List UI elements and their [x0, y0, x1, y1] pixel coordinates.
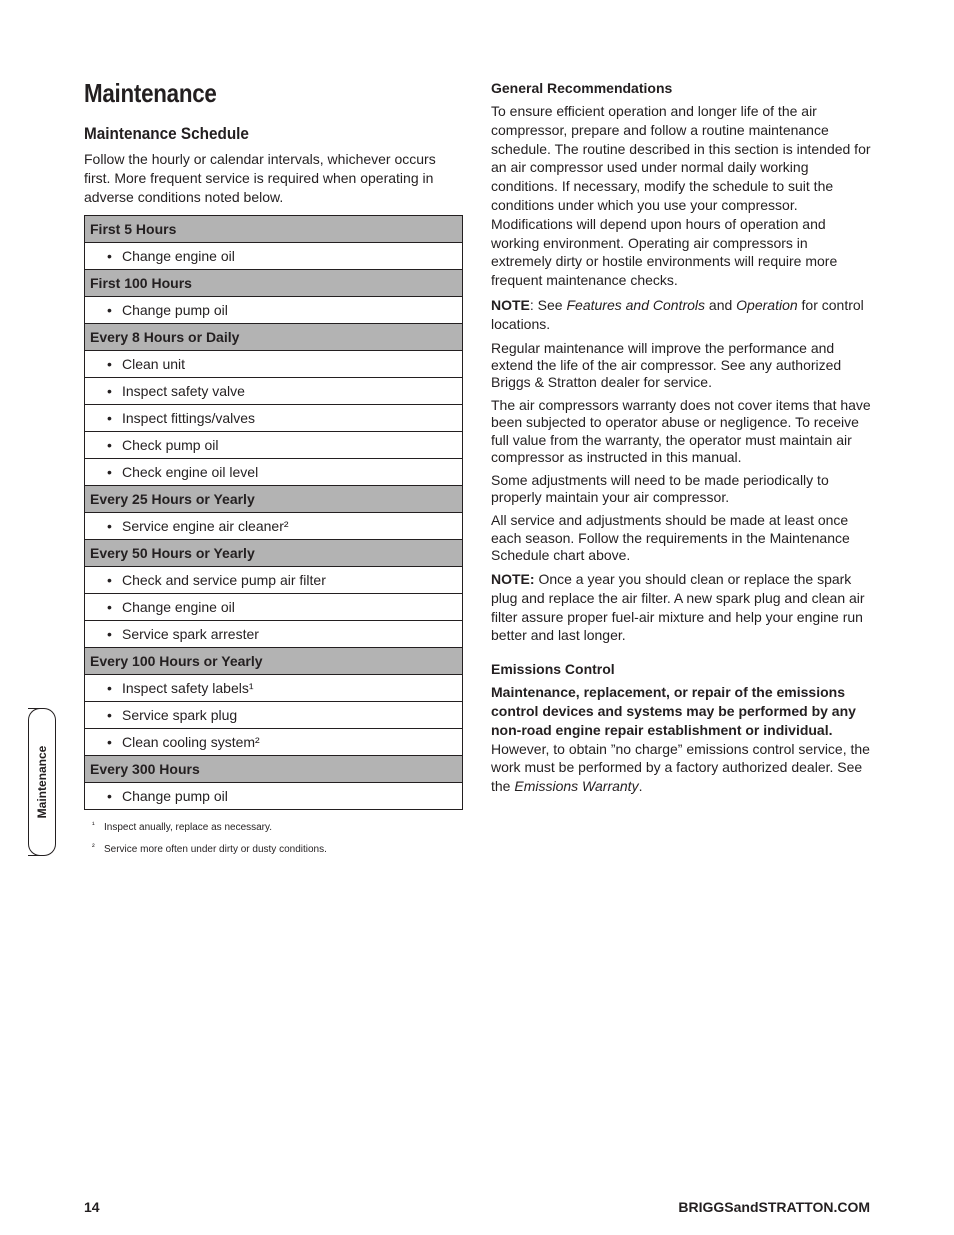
schedule-task-label: Inspect fittings/valves: [122, 410, 256, 426]
bullet-icon: •: [107, 410, 112, 426]
bullet-icon: •: [107, 788, 112, 804]
schedule-task-row: [85, 459, 463, 486]
schedule-task: [85, 405, 463, 432]
schedule-task: [85, 432, 463, 459]
bullet-icon: •: [107, 518, 112, 534]
schedule-task-label: Change pump oil: [122, 302, 228, 318]
schedule-interval-row: [85, 216, 463, 243]
bullet-icon: •: [107, 302, 112, 318]
bullet-icon: •: [107, 734, 112, 750]
emissions-paragraph: [491, 683, 871, 796]
schedule-task-label: Service engine air cleaner²: [122, 518, 289, 534]
schedule-task-label: Change engine oil: [122, 599, 235, 615]
schedule-heading: Maintenance Schedule: [84, 124, 249, 143]
footnote-mark: ¹: [92, 820, 95, 829]
bullet-icon: •: [107, 707, 112, 723]
general-recommendations-heading: General Recommendations: [491, 80, 673, 96]
schedule-task: [85, 297, 463, 324]
bullet-icon: •: [107, 626, 112, 642]
schedule-interval: First 100 Hours: [85, 270, 463, 297]
schedule-task: [85, 351, 463, 378]
schedule-interval: Every 50 Hours or Yearly: [85, 540, 463, 567]
general-paragraph-1: To ensure efficient operation and longer life of the air compressor, prepare and follow a routine maintenance schedule. The routine described in this section is intended for an air compressor used under normal daily working conditions. If necessary, modify the schedule to suit the conditions under which you use your compressor. Modifications will depend upon hours of operation and working environment. Operating air compressors in extremely dirty or hostile environments will require more frequent maintenance checks.: [491, 103, 871, 289]
footnote-text: Inspect anually, replace as necessary.: [104, 822, 273, 833]
page-number: 14: [84, 1199, 100, 1215]
schedule-task-row: [85, 405, 463, 432]
bullet-icon: •: [107, 248, 112, 264]
emissions-control-heading: Emissions Control: [491, 661, 615, 678]
note-text: : See: [529, 296, 567, 313]
schedule-task: [85, 513, 463, 540]
schedule-interval-row: [85, 540, 463, 567]
footnote-mark: ²: [92, 842, 95, 851]
maintenance-schedule-table: [84, 215, 463, 810]
schedule-task: [85, 729, 463, 756]
footnote: [92, 842, 464, 855]
schedule-task-label: Clean cooling system²: [122, 734, 260, 750]
bullet-icon: •: [107, 572, 112, 588]
note-controls: [491, 296, 871, 334]
bullet-icon: •: [107, 599, 112, 615]
bullet-icon: •: [107, 437, 112, 453]
note-label: NOTE: [491, 296, 530, 313]
schedule-task-label: Change engine oil: [122, 248, 235, 264]
footnote: [92, 820, 464, 833]
schedule-task: [85, 702, 463, 729]
schedule-intro: Follow the hourly or calendar intervals, whichever occurs first. More frequent service is required when operating in adverse conditions noted below.: [84, 151, 436, 205]
schedule-task: [85, 459, 463, 486]
schedule-task-label: Service spark arrester: [122, 626, 259, 642]
general-paragraph-4: Some adjustments will need to be made periodically to properly maintain your air compressor.: [491, 471, 829, 506]
schedule-task-label: Check and service pump air filter: [122, 572, 326, 588]
note-text: and: [705, 296, 737, 313]
general-paragraph-5: All service and adjustments should be made at least once each season. Follow the requirements in the Maintenance Schedule chart above.: [491, 512, 850, 563]
general-paragraph-2: Regular maintenance will improve the performance and extend the life of the air compressor. See any authorized Briggs & Stratton dealer for service.: [491, 339, 842, 390]
schedule-task-row: [85, 432, 463, 459]
schedule-task: [85, 783, 463, 810]
emissions-text: However, to obtain ”no charge” emissions control service, the work must be performed by a factory authorized dealer. See the: [491, 740, 870, 795]
site-url: BRIGGSandSTRATTON.COM: [678, 1199, 870, 1215]
emissions-warranty-ref: Emissions Warranty: [514, 778, 639, 795]
emissions-bold-text: Maintenance, replacement, or repair of the emissions control devices and systems may be performed by any non-road engine repair establishment or individual.: [491, 684, 856, 738]
schedule-interval-row: [85, 486, 463, 513]
schedule-task: [85, 621, 463, 648]
schedule-task-row: [85, 783, 463, 810]
schedule-task-row: [85, 351, 463, 378]
side-tab-label: Maintenance: [35, 745, 49, 819]
schedule-task-row: [85, 567, 463, 594]
schedule-interval-row: [85, 324, 463, 351]
schedule-task-row: [85, 297, 463, 324]
schedule-interval: Every 100 Hours or Yearly: [85, 648, 463, 675]
schedule-interval: First 5 Hours: [85, 216, 463, 243]
schedule-task-row: [85, 513, 463, 540]
schedule-task-row: [85, 621, 463, 648]
left-column: [84, 124, 464, 866]
note-spark-plug: [491, 570, 871, 645]
general-paragraph-3: The air compressors warranty does not cover items that have been subjected to operator abuse or negligence. To receive full value from the warranty, the operator must maintain air compressor as instructed in this manual.: [491, 397, 871, 465]
schedule-task: [85, 594, 463, 621]
schedule-task-row: [85, 243, 463, 270]
bullet-icon: •: [107, 383, 112, 399]
schedule-task: [85, 378, 463, 405]
bullet-icon: •: [107, 356, 112, 372]
footnote-text: Service more often under dirty or dusty conditions.: [104, 844, 327, 855]
schedule-interval-row: [85, 270, 463, 297]
schedule-task: [85, 567, 463, 594]
schedule-task-label: Inspect safety labels¹: [122, 680, 254, 696]
schedule-task-label: Check pump oil: [122, 437, 219, 453]
schedule-interval: Every 8 Hours or Daily: [85, 324, 463, 351]
note-text: Once a year you should clean or replace the spark plug and replace the air filter. A new spark plug and clean air filter assure proper fuel-air mixture and help your engine run better and last longer.: [491, 571, 865, 644]
schedule-task-label: Inspect safety valve: [122, 383, 245, 399]
schedule-task-row: [85, 675, 463, 702]
note-label: NOTE:: [491, 571, 535, 587]
schedule-task-row: [85, 594, 463, 621]
page-title: Maintenance: [84, 78, 217, 108]
schedule-task-label: Clean unit: [122, 356, 186, 372]
right-column: [491, 80, 871, 802]
bullet-icon: •: [107, 680, 112, 696]
schedule-task: [85, 243, 463, 270]
schedule-task-row: [85, 378, 463, 405]
schedule-interval-row: [85, 648, 463, 675]
footnotes: [84, 822, 464, 855]
schedule-task-label: Change pump oil: [122, 788, 228, 804]
schedule-task-label: Check engine oil level: [122, 464, 259, 480]
features-and-controls-ref: Features and Controls: [566, 296, 706, 313]
schedule-task-row: [85, 702, 463, 729]
schedule-task: [85, 675, 463, 702]
operation-ref: Operation: [736, 296, 798, 313]
schedule-task-label: Service spark plug: [122, 707, 238, 723]
note-text: for control locations.: [491, 296, 864, 332]
schedule-interval: Every 25 Hours or Yearly: [85, 486, 463, 513]
emissions-end: .: [638, 778, 643, 795]
bullet-icon: •: [107, 464, 112, 480]
schedule-interval: Every 300 Hours: [85, 756, 463, 783]
schedule-task-row: [85, 729, 463, 756]
schedule-interval-row: [85, 756, 463, 783]
